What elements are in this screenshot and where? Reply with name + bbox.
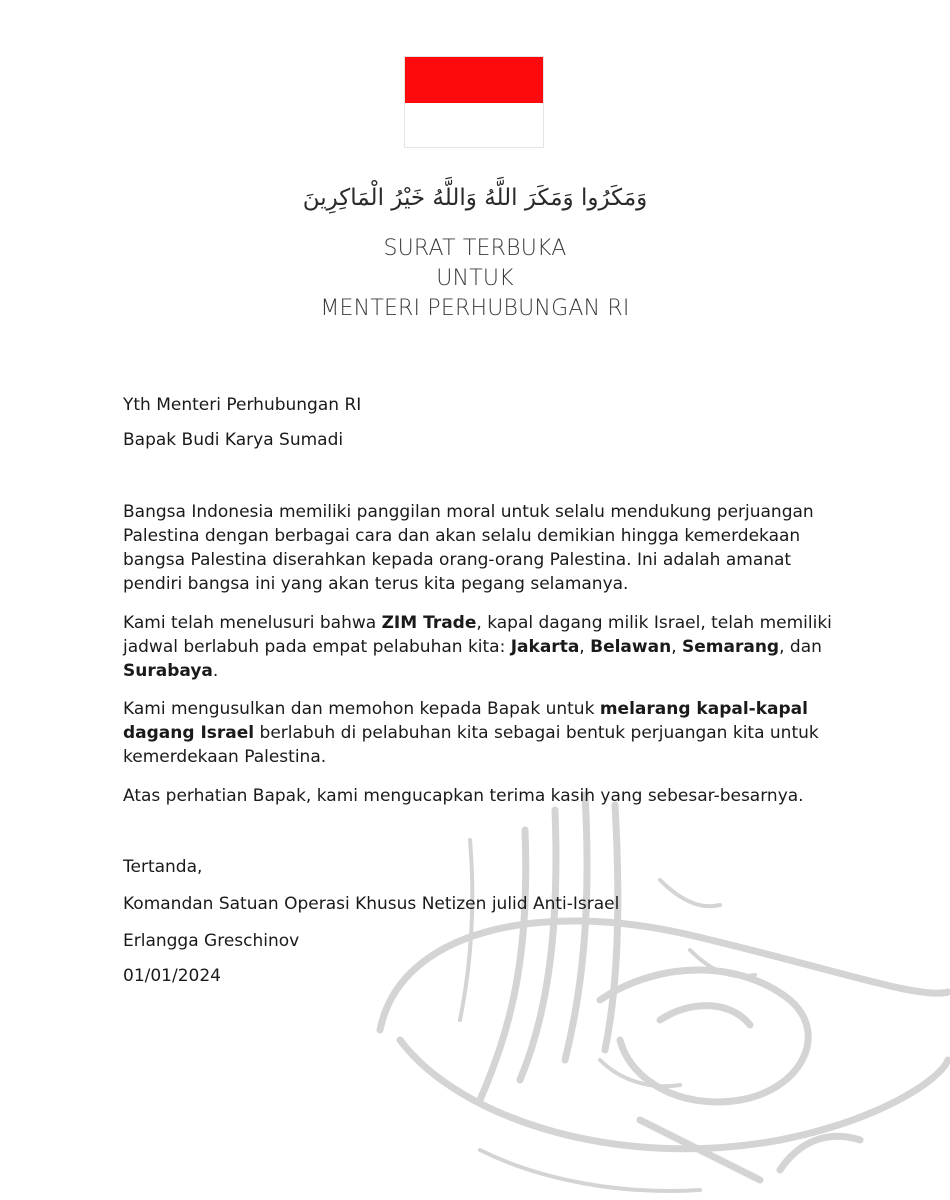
recipient-line-1: Yth Menteri Perhubungan RI (123, 395, 362, 415)
paragraph-3 (123, 697, 838, 769)
signature-closing: Tertanda, (123, 857, 203, 877)
p2-bold-zim-trade: ZIM Trade (381, 613, 477, 633)
p2-bold-jakarta: Jakarta (510, 637, 580, 657)
p2-text-4: , (671, 637, 682, 657)
flag-white-stripe (405, 103, 543, 148)
title-line-3: MENTERI PERHUBUNGAN RI (320, 296, 630, 321)
p3-text-2: berlabuh di pelabuhan kita sebagai bentuk perjuangan kita untuk kemerdekaan Palestina. (123, 723, 819, 767)
p2-text-3: , (579, 637, 591, 657)
p2-text-5: , dan (779, 637, 822, 657)
title-line-2: UNTUK (436, 266, 514, 291)
paragraph-2 (123, 611, 838, 683)
paragraph-1-text: Bangsa Indonesia memiliki panggilan moral untuk selalu mendukung perjuangan Palestina dengan berbagai cara dan akan selalu demikian hingga kemerdekaan bangsa Palestina diserahkan kepada orang-orang Palestina. Ini adalah amanat pendiri bangsa ini yang akan terus kita pegang selamanya. (123, 502, 814, 594)
p2-bold-semarang: Semarang (682, 637, 780, 657)
title-line-1: SURAT TERBUKA (383, 236, 567, 261)
paragraph-1 (123, 500, 838, 596)
p2-text-1: Kami telah menelusuri bahwa (123, 613, 382, 633)
signature-date: 01/01/2024 (123, 966, 221, 986)
signature-position: Komandan Satuan Operasi Khusus Netizen julid Anti-Israel (123, 894, 620, 914)
letter-title (0, 234, 950, 324)
paragraph-4-text: Atas perhatian Bapak, kami mengucapkan terima kasih yang sebesar-besarnya. (123, 786, 804, 806)
paragraph-4 (123, 784, 838, 808)
p2-bold-surabaya: Surabaya (123, 661, 213, 681)
quran-verse: وَمَكَرُوا وَمَكَرَ اللَّهُ وَاللَّهُ خَيْرُ الْمَاكِرِينَ (302, 185, 648, 211)
p2-bold-belawan: Belawan (590, 637, 672, 657)
indonesian-flag (404, 56, 544, 148)
p3-text-1: Kami mengusulkan dan memohon kepada Bapak untuk (123, 699, 600, 719)
p2-text-2: , kapal dagang milik Israel, telah memiliki jadwal berlabuh pada empat pelabuhan kita: (123, 613, 832, 657)
p2-text-6: . (212, 661, 219, 681)
flag-red-stripe (405, 57, 543, 103)
signature-name: Erlangga Greschinov (123, 931, 300, 951)
recipient-line-2: Bapak Budi Karya Sumadi (123, 430, 344, 450)
p3-bold-ban: melarang kapal-kapal dagang Israel (123, 699, 808, 743)
